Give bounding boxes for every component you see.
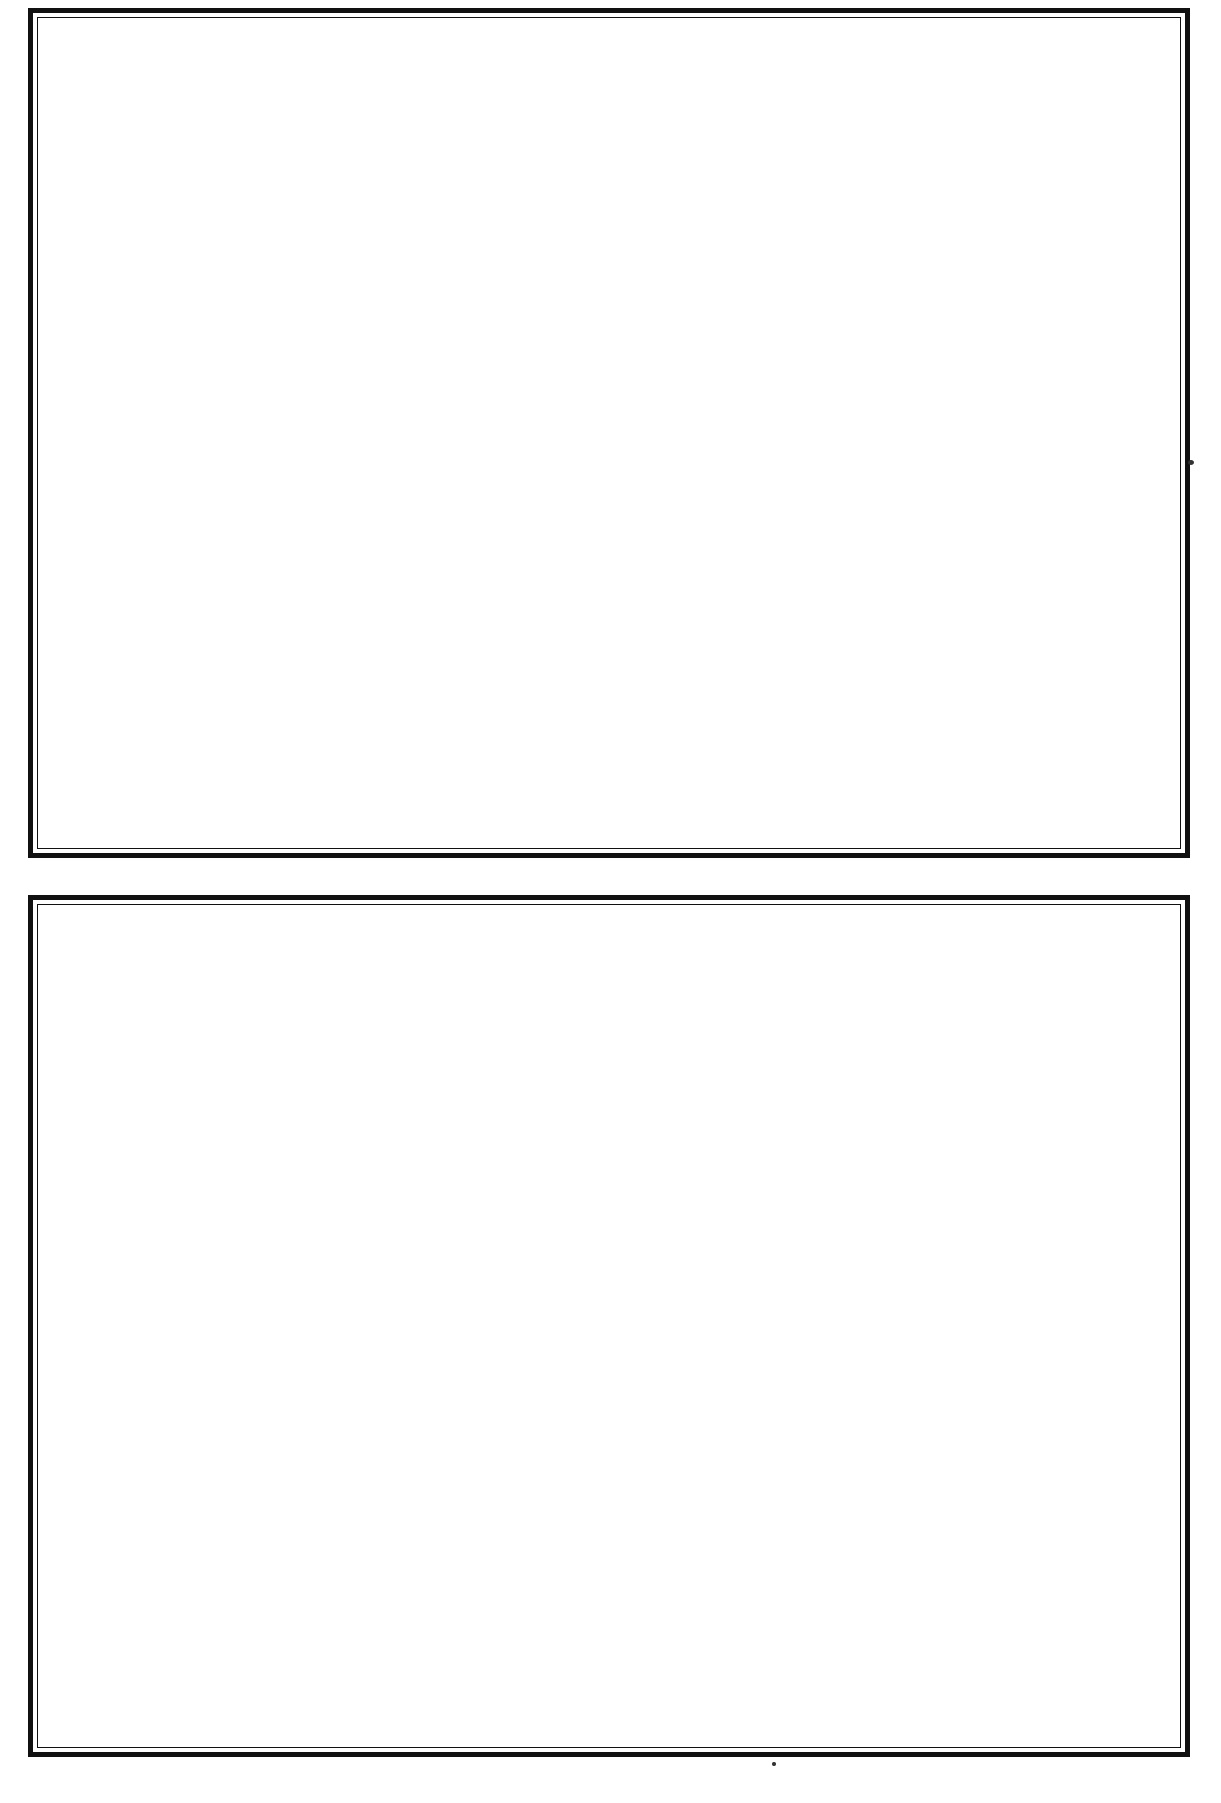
top-page xyxy=(28,8,1190,858)
top-page-text xyxy=(43,27,1175,839)
bottom-page xyxy=(28,895,1190,1757)
bottom-page-text xyxy=(43,914,1175,1738)
ink-speck xyxy=(1188,460,1194,465)
ink-speck xyxy=(772,1762,776,1766)
